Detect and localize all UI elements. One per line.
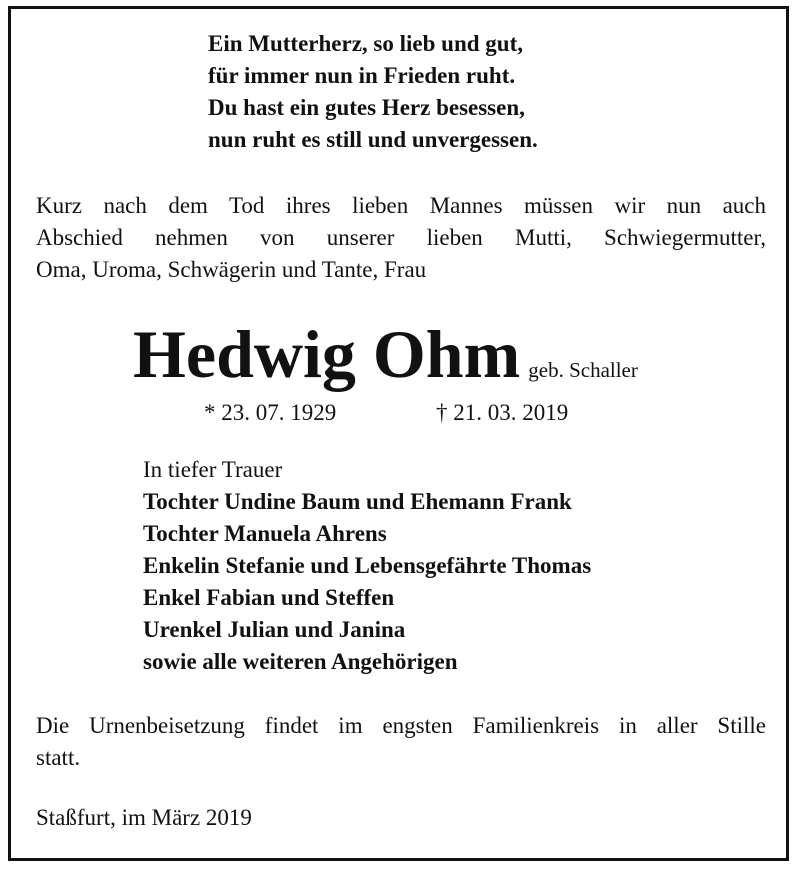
poem-line: nun ruht es still und unvergessen. [208, 127, 538, 152]
deceased-name-row [133, 316, 638, 392]
intro-line: Oma, Uroma, Schwägerin und Tante, Frau [36, 257, 427, 282]
burial-notice [36, 710, 766, 774]
poem-line: Ein Mutterherz, so lieb und gut, [208, 31, 523, 56]
intro-line: Kurz nach dem Tod ihres lieben Mannes müssen wir nun auch [36, 193, 766, 218]
intro-line: Abschied nehmen von unserer lieben Mutti, Schwiegermutter, [36, 225, 766, 250]
mourners-list [143, 454, 591, 678]
poem-line: für immer nun in Frieden ruht. [208, 63, 516, 88]
mourners-heading: In tiefer Trauer [143, 457, 283, 482]
death-date: † 21. 03. 2019 [436, 400, 569, 425]
mourner-entry: Enkel Fabian und Steffen [143, 585, 395, 610]
intro-text [36, 190, 766, 286]
mourner-entry: Urenkel Julian und Janina [143, 617, 406, 642]
poem-line: Du hast ein gutes Herz besessen, [208, 95, 525, 120]
birth-date: * 23. 07. 1929 [204, 400, 337, 425]
burial-line: Die Urnenbeisetzung findet im engsten Familienkreis in aller Stille [36, 713, 766, 738]
maiden-name: geb. Schaller [528, 358, 638, 382]
mourner-entry: Enkelin Stefanie und Lebensgefährte Thomas [143, 553, 592, 578]
burial-line: statt. [36, 745, 81, 770]
mourner-entry: Tochter Manuela Ahrens [143, 521, 387, 546]
deceased-name: Hedwig Ohm [133, 316, 521, 392]
mourner-entry: sowie alle weiteren Angehörigen [143, 649, 458, 674]
poem [208, 28, 538, 156]
mourner-entry: Tochter Undine Baum und Ehemann Frank [143, 489, 572, 514]
place-and-date: Staßfurt, im März 2019 [36, 805, 252, 830]
